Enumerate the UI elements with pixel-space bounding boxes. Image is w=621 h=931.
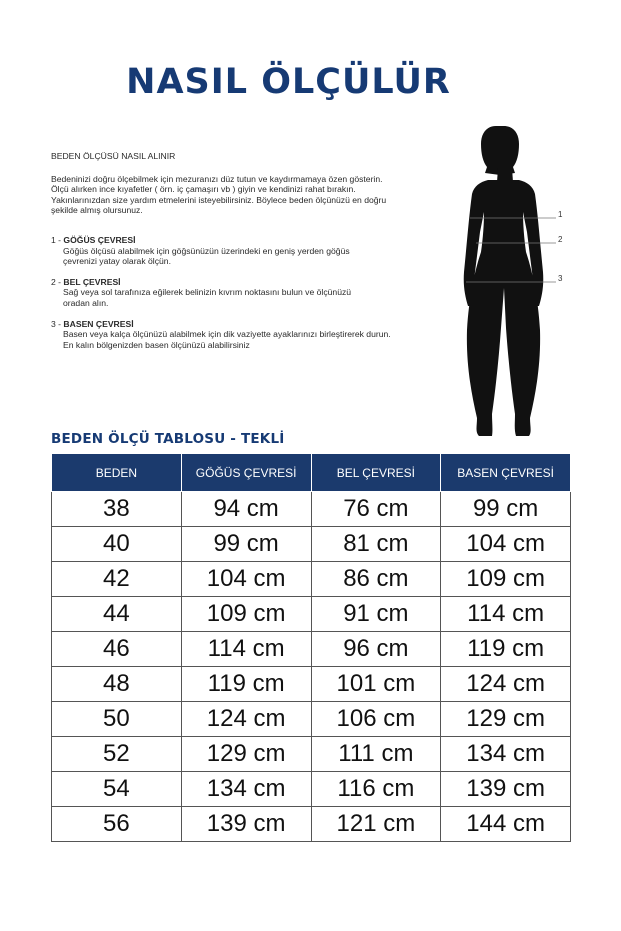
size-cell: 38: [52, 492, 182, 527]
step-waist: [51, 277, 451, 309]
instructions-intro: [51, 174, 451, 216]
chest-marker-number: 1: [558, 210, 563, 219]
step-description: Basen veya kalça ölçünüzü alabilmek için dik vaziyette ayaklarınızı birleştirerek durun.: [63, 329, 391, 340]
hip-cell: 129 cm: [441, 702, 571, 737]
table-row: [52, 807, 571, 842]
step-hip: [51, 319, 451, 351]
intro-line: şekilde almış olursunuz.: [51, 205, 143, 216]
step-number: 3 -: [51, 318, 64, 329]
size-cell: 40: [52, 527, 182, 562]
hip-cell: 139 cm: [441, 772, 571, 807]
size-cell: 44: [52, 597, 182, 632]
chest-cell: 119 cm: [181, 667, 311, 702]
chest-cell: 139 cm: [181, 807, 311, 842]
chest-cell: 99 cm: [181, 527, 311, 562]
intro-line: Bedeninizi doğru ölçebilmek için mezuranızı düz tutun ve kaydırmamaya özen gösterin.: [51, 173, 383, 184]
chest-cell: 114 cm: [181, 632, 311, 667]
instructions-heading: BEDEN ÖLÇÜSÜ NASIL ALINIR: [51, 151, 176, 161]
column-header-hip: BASEN ÇEVRESİ: [441, 454, 571, 492]
table-row: [52, 597, 571, 632]
waist-cell: 111 cm: [311, 737, 441, 772]
hip-cell: 144 cm: [441, 807, 571, 842]
step-chest: [51, 235, 451, 267]
waist-cell: 91 cm: [311, 597, 441, 632]
hip-cell: 114 cm: [441, 597, 571, 632]
step-number: 2 -: [51, 276, 64, 287]
table-header-row: [52, 454, 571, 492]
size-cell: 46: [52, 632, 182, 667]
step-description: çevrenizi yatay olarak ölçün.: [63, 256, 171, 267]
table-row: [52, 667, 571, 702]
chest-cell: 129 cm: [181, 737, 311, 772]
size-cell: 50: [52, 702, 182, 737]
waist-cell: 116 cm: [311, 772, 441, 807]
measuring-instructions: [51, 151, 451, 360]
column-header-size: BEDEN: [52, 454, 182, 492]
waist-cell: 81 cm: [311, 527, 441, 562]
step-title: [51, 319, 451, 330]
step-description: oradan alın.: [63, 297, 109, 308]
hip-cell: 124 cm: [441, 667, 571, 702]
waist-cell: 86 cm: [311, 562, 441, 597]
chest-cell: 94 cm: [181, 492, 311, 527]
waist-cell: 101 cm: [311, 667, 441, 702]
body-silhouette-figure: [440, 120, 570, 440]
step-title: [51, 277, 451, 288]
waist-cell: 106 cm: [311, 702, 441, 737]
table-row: [52, 562, 571, 597]
table-row: [52, 772, 571, 807]
woman-silhouette-icon: [464, 126, 544, 436]
table-row: [52, 737, 571, 772]
chest-cell: 109 cm: [181, 597, 311, 632]
hip-cell: 134 cm: [441, 737, 571, 772]
step-number: 1 -: [51, 234, 64, 245]
chest-cell: 134 cm: [181, 772, 311, 807]
step-description: En kalın bölgenizden basen ölçünüzü alabilirsiniz: [63, 339, 250, 350]
chest-cell: 124 cm: [181, 702, 311, 737]
intro-line: Yakınlarınızdan size yardım etmelerini isteyebilirsiniz. Böylece beden ölçünüzü en doğru: [51, 194, 387, 205]
size-cell: 54: [52, 772, 182, 807]
step-name: BEL ÇEVRESİ: [63, 276, 121, 287]
page-title: NASIL ÖLÇÜLÜR: [126, 62, 451, 102]
table-row: [52, 527, 571, 562]
table-row: [52, 632, 571, 667]
waist-marker-number: 2: [558, 235, 563, 244]
waist-cell: 121 cm: [311, 807, 441, 842]
column-header-waist: BEL ÇEVRESİ: [311, 454, 441, 492]
column-header-chest: GÖĞÜS ÇEVRESİ: [181, 454, 311, 492]
table-row: [52, 492, 571, 527]
size-cell: 42: [52, 562, 182, 597]
step-name: BASEN ÇEVRESİ: [63, 318, 134, 329]
hip-cell: 104 cm: [441, 527, 571, 562]
intro-line: Ölçü alırken ince kıyafetler ( örn. iç çamaşırı vb ) giyin ve kendinizi rahat bırakın.: [51, 184, 356, 195]
step-description: Göğüs ölçüsü alabilmek için göğsünüzün üzerindeki en geniş yerden göğüs: [63, 245, 350, 256]
size-cell: 48: [52, 667, 182, 702]
size-chart-table: [51, 453, 571, 842]
hip-marker-number: 3: [558, 274, 563, 283]
hip-cell: 99 cm: [441, 492, 571, 527]
size-cell: 52: [52, 737, 182, 772]
size-cell: 56: [52, 807, 182, 842]
hip-cell: 109 cm: [441, 562, 571, 597]
hip-cell: 119 cm: [441, 632, 571, 667]
waist-cell: 76 cm: [311, 492, 441, 527]
step-description: Sağ veya sol tarafınıza eğilerek belinizin kıvrım noktasını bulun ve ölçünüzü: [63, 287, 352, 298]
table-row: [52, 702, 571, 737]
size-table-title: BEDEN ÖLÇÜ TABLOSU - TEKLİ: [51, 431, 285, 447]
waist-cell: 96 cm: [311, 632, 441, 667]
step-title: [51, 235, 451, 246]
chest-cell: 104 cm: [181, 562, 311, 597]
step-name: GÖĞÜS ÇEVRESİ: [63, 234, 136, 245]
